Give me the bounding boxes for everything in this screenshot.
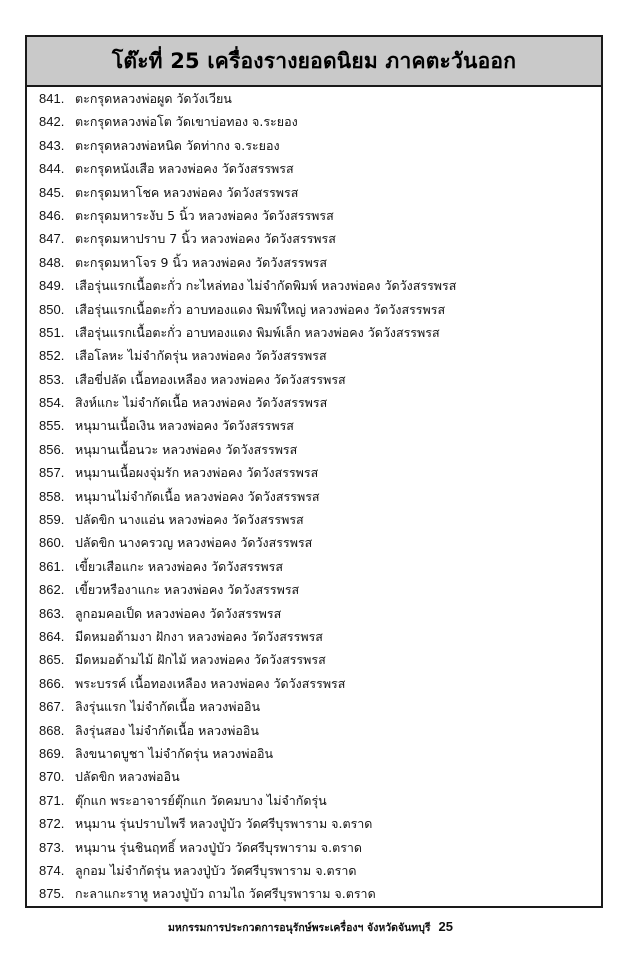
item-number: 842. — [39, 114, 65, 130]
item-number: 848. — [39, 254, 65, 270]
list-item — [39, 555, 589, 578]
list-item — [39, 87, 589, 110]
item-text: หนุมาน รุ่นปราบไพรี หลวงปู่บัว วัดศรีบุรพาราม จ.ตราด — [75, 816, 373, 832]
item-text: เขี้ยวหรืองาแกะ หลวงพ่อคง วัดวังสรรพรส — [75, 582, 300, 598]
item-number: 874. — [39, 862, 65, 878]
item-number: 851. — [39, 324, 65, 340]
list-item — [39, 836, 589, 859]
list-item — [39, 672, 589, 695]
page-number: 25 — [438, 919, 453, 934]
item-text: เสือโลหะ ไม่จำกัดรุ่น หลวงพ่อคง วัดวังสรรพรส — [75, 348, 327, 364]
list-item — [39, 298, 589, 321]
list-item — [39, 812, 589, 835]
item-number: 866. — [39, 675, 65, 691]
item-text: ตะกรุดมหาโชค หลวงพ่อคง วัดวังสรรพรส — [75, 184, 299, 200]
item-text: ลูกอมคอเป็ด หลวงพ่อคง วัดวังสรรพรส — [75, 605, 282, 621]
list-item — [39, 578, 589, 601]
item-text: ปลัดขิก นางครวญ หลวงพ่อคง วัดวังสรรพรส — [75, 535, 313, 551]
list-item — [39, 134, 589, 157]
item-text: เสือรุ่นแรกเนื้อตะกั่ว อาบทองแดง พิมพ์ใหญ่ หลวงพ่อคง วัดวังสรรพรส — [75, 301, 446, 317]
item-text: ลิงรุ่นสอง ไม่จำกัดเนื้อ หลวงพ่ออิน — [75, 722, 259, 738]
item-text: ปลัดขิก นางแอ่น หลวงพ่อคง วัดวังสรรพรส — [75, 512, 304, 528]
list-item — [39, 274, 589, 297]
item-text: หนุมานเนื้อเงิน หลวงพ่อคง วัดวังสรรพรส — [75, 418, 294, 434]
item-text: ลิงขนาดบูชา ไม่จำกัดรุ่น หลวงพ่ออิน — [75, 745, 274, 761]
item-text: มีดหมอด้ามไม้ ฝักไม้ หลวงพ่อคง วัดวังสรรพรส — [75, 652, 326, 668]
item-number: 869. — [39, 745, 65, 761]
item-number: 855. — [39, 418, 65, 434]
item-text: เขี้ยวเสือแกะ หลวงพ่อคง วัดวังสรรพรส — [75, 558, 283, 574]
footer-text: มหกรรมการประกวดการอนุรักษ์พระเครื่องฯ จังหวัดจันทบุรี — [168, 922, 431, 934]
item-text: เสือรุ่นแรกเนื้อตะกั่ว กะไหล่ทอง ไม่จำกัดพิมพ์ หลวงพ่อคง วัดวังสรรพรส — [75, 278, 457, 294]
item-number: 849. — [39, 278, 65, 294]
item-text: กะลาแกะราหู หลวงปู่บัว ถามไถ วัดศรีบุรพาราม จ.ตราด — [75, 886, 376, 902]
list-item — [39, 110, 589, 133]
list-item — [39, 227, 589, 250]
item-number: 841. — [39, 91, 65, 106]
list-item — [39, 882, 589, 905]
item-text: ลิงรุ่นแรก ไม่จำกัดเนื้อ หลวงพ่ออิน — [75, 699, 261, 715]
list-item — [39, 695, 589, 718]
item-text: ตุ๊กแก พระอาจารย์ตุ๊กแก วัดคมบาง ไม่จำกัดรุ่น — [75, 792, 327, 808]
item-number: 868. — [39, 722, 65, 738]
item-number: 858. — [39, 488, 65, 504]
item-text: ปลัดขิก หลวงพ่ออิน — [75, 769, 180, 785]
list-item — [39, 625, 589, 648]
item-number: 844. — [39, 161, 65, 177]
list-item — [39, 485, 589, 508]
item-text: ตะกรุดมหาโจร 9 นิ้ว หลวงพ่อคง วัดวังสรรพรส — [75, 254, 328, 270]
list-item — [39, 204, 589, 227]
table-frame — [25, 35, 603, 908]
item-text: สิงห์แกะ ไม่จำกัดเนื้อ หลวงพ่อคง วัดวังสรรพรส — [75, 395, 328, 411]
item-number: 854. — [39, 395, 65, 411]
list-item — [39, 648, 589, 671]
item-number: 850. — [39, 301, 65, 317]
list-item — [39, 391, 589, 414]
list-item — [39, 742, 589, 765]
item-number: 870. — [39, 769, 65, 785]
list-item — [39, 765, 589, 788]
page-title: โต๊ะที่ 25 เครื่องรางยอดนิยม ภาคตะวันออก — [111, 48, 517, 73]
item-number: 846. — [39, 207, 65, 223]
item-number: 863. — [39, 605, 65, 621]
list-item — [39, 461, 589, 484]
item-number: 847. — [39, 231, 65, 247]
item-number: 852. — [39, 348, 65, 364]
list-item — [39, 602, 589, 625]
list-item — [39, 321, 589, 344]
item-number: 843. — [39, 137, 65, 153]
item-text: ตะกรุดมหาปราบ 7 นิ้ว หลวงพ่อคง วัดวังสรรพรส — [75, 231, 336, 247]
item-number: 867. — [39, 699, 65, 715]
list-item — [39, 368, 589, 391]
item-number: 860. — [39, 535, 65, 551]
list-item — [39, 859, 589, 882]
item-text: ลูกอม ไม่จำกัดรุ่น หลวงปู่บัว วัดศรีบุรพาราม จ.ตราด — [75, 862, 357, 878]
item-number: 864. — [39, 628, 65, 644]
item-text: เสือขี่ปลัด เนื้อทองเหลือง หลวงพ่อคง วัดวังสรรพรส — [75, 371, 346, 387]
item-text: เสือรุ่นแรกเนื้อตะกั่ว อาบทองแดง พิมพ์เล็ก หลวงพ่อคง วัดวังสรรพรส — [75, 324, 440, 340]
item-text: หนุมานไม่จำกัดเนื้อ หลวงพ่อคง วัดวังสรรพรส — [75, 488, 320, 504]
item-text: พระบรรค์ เนื้อทองเหลือง หลวงพ่อคง วัดวังสรรพรส — [75, 675, 346, 691]
item-number: 856. — [39, 441, 65, 457]
item-number: 862. — [39, 582, 65, 598]
list-item — [39, 789, 589, 812]
item-number: 873. — [39, 839, 65, 855]
list-item — [39, 438, 589, 461]
list-item — [39, 181, 589, 204]
item-text: ตะกรุดหลวงพ่อโต วัดเขาบ่อทอง จ.ระยอง — [75, 114, 298, 130]
list-item — [39, 414, 589, 437]
item-number: 871. — [39, 792, 65, 808]
footer-content — [168, 919, 453, 936]
item-number: 865. — [39, 652, 65, 668]
page-footer — [0, 919, 628, 936]
item-text: ตะกรุดหลวงพ่อผูด วัดวังเวียน — [75, 91, 232, 106]
item-number: 872. — [39, 816, 65, 832]
item-list — [39, 87, 589, 906]
item-number: 875. — [39, 886, 65, 902]
item-text: หนุมาน รุ่นชินฤทธิ์ หลวงปู่บัว วัดศรีบุรพาราม จ.ตราด — [75, 839, 363, 855]
item-number: 859. — [39, 512, 65, 528]
item-number: 853. — [39, 371, 65, 387]
list-item — [39, 719, 589, 742]
item-text: หนุมานเนื้อนวะ หลวงพ่อคง วัดวังสรรพรส — [75, 441, 298, 457]
list-item — [39, 157, 589, 180]
item-text: ตะกรุดหนังเสือ หลวงพ่อคง วัดวังสรรพรส — [75, 161, 294, 177]
item-text: หนุมานเนื้อผงจุ่มรัก หลวงพ่อคง วัดวังสรรพรส — [75, 465, 319, 481]
item-number: 861. — [39, 558, 65, 574]
item-text: ตะกรุดหลวงพ่อหนิด วัดท่ากง จ.ระยอง — [75, 137, 280, 153]
item-number: 857. — [39, 465, 65, 481]
item-number: 845. — [39, 184, 65, 200]
list-item — [39, 251, 589, 274]
table-header — [27, 37, 601, 87]
item-text: ตะกรุดมหาระงับ 5 นิ้ว หลวงพ่อคง วัดวังสรรพรส — [75, 207, 334, 223]
list-item — [39, 531, 589, 554]
item-text: มีดหมอด้ามงา ฝักงา หลวงพ่อคง วัดวังสรรพรส — [75, 628, 323, 644]
list-item — [39, 344, 589, 367]
list-item — [39, 508, 589, 531]
